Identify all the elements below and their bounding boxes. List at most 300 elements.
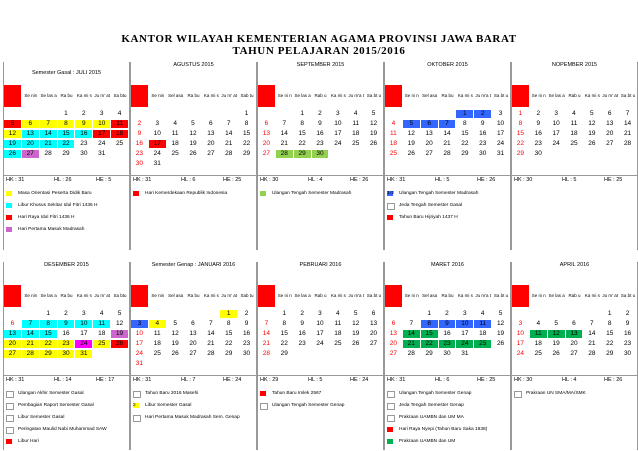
date-cell: 10 (552, 120, 560, 127)
day-header: Ra bu (60, 293, 73, 298)
legend-text: Tahun Baru Imlek 2567 (272, 391, 322, 396)
date-cell: 8 (40, 320, 57, 328)
month-5 (3, 262, 130, 450)
date-cell: 23 (298, 340, 306, 347)
date-cell: 24 (496, 140, 505, 147)
day-header: Se nin (24, 293, 38, 298)
day-header: Ju m' at (602, 293, 619, 298)
date-cell (619, 150, 636, 158)
date-cell: 7 (409, 320, 414, 327)
date-cell: 20 (189, 340, 197, 347)
date-cell (238, 160, 255, 168)
date-cell: 9 (625, 320, 630, 327)
legend-text: Hari Raya Idul Fitri 1436 H (18, 215, 75, 220)
day-header: Sab tu (240, 93, 254, 98)
date-cell: 29 (294, 150, 311, 158)
date-cell: 22 (242, 140, 251, 147)
date-cell: 31 (98, 150, 106, 157)
date-cell: 9 (536, 120, 541, 127)
day-header: Se las a (548, 293, 565, 298)
date-cell: 15 (421, 330, 438, 338)
semester-label: Semester Genap : JANUARI 2016 (151, 262, 236, 268)
date-cell: 10 (75, 320, 92, 328)
legend-text: Jeda Tengah Semester Genap (399, 403, 464, 408)
date-cell: 18 (389, 140, 398, 147)
date-cell: 12 (496, 320, 505, 327)
date-cell: 17 (149, 140, 166, 148)
date-cell: 26 (171, 350, 179, 357)
date-cell: 25 (352, 140, 360, 147)
date-cell (167, 360, 184, 368)
date-cell: 21 (588, 340, 596, 347)
sunday-header (385, 285, 402, 307)
date-cell (93, 350, 110, 358)
date-cell: 17 (93, 130, 110, 138)
date-cell: 27 (425, 150, 433, 157)
date-cell: 16 (62, 330, 70, 337)
date-cell: 17 (316, 330, 324, 337)
date-cell: 16 (316, 130, 324, 137)
legend-swatch (387, 439, 393, 444)
date-cell: 29 (606, 350, 614, 357)
date-cell: 3 (131, 320, 148, 328)
date-cell: 6 (22, 120, 39, 128)
date-cell: 5 (4, 120, 21, 128)
date-cell: 19 (171, 340, 179, 347)
day-header: Se ni n (277, 293, 292, 298)
date-cell: 19 (496, 330, 505, 337)
day-header: Ju m'a t (475, 293, 492, 298)
day-header: Se nin (151, 293, 165, 298)
date-cell: 24 (75, 340, 92, 348)
date-cell: 28 (22, 350, 39, 358)
date-cell: 29 (516, 150, 525, 157)
date-cell (421, 110, 438, 118)
legend-swatch (6, 391, 14, 398)
date-cell (149, 310, 166, 318)
date-cell (202, 110, 219, 118)
date-cell: 1 (427, 310, 431, 317)
month-name: APRIL 2016 (559, 262, 590, 268)
legend-swatch (6, 191, 12, 196)
date-cell: 6 (209, 120, 213, 127)
summary-hl: HL : 4 (308, 177, 323, 183)
date-cell: 30 (58, 350, 75, 358)
summary-hl: HL : 5 (308, 377, 323, 383)
date-cell: 27 (570, 350, 578, 357)
date-cell: 11 (334, 320, 342, 327)
month-name: PEBRUARI 2016 (299, 262, 342, 268)
date-cell (131, 310, 148, 318)
date-cell: 27 (262, 150, 271, 157)
date-cell: 1 (46, 310, 50, 317)
date-cell: 14 (443, 130, 451, 137)
date-cell: 23 (479, 140, 487, 147)
date-cell: 9 (137, 130, 142, 137)
date-cell: 24 (552, 140, 560, 147)
date-cell: 16 (298, 330, 306, 337)
date-cell: 12 (115, 320, 124, 327)
date-cell: 2 (64, 310, 68, 317)
date-cell: 5 (353, 310, 358, 317)
date-cell (548, 150, 565, 158)
date-cell: 17 (334, 130, 342, 137)
month-name: DESEMBER 2015 (44, 262, 89, 268)
date-cell (312, 350, 329, 358)
day-header: Sa bt u (366, 293, 382, 298)
summary-he: HE : 26 (350, 177, 369, 183)
date-cell (149, 110, 166, 118)
date-cell: 5 (191, 120, 195, 127)
date-cell: 25 (153, 350, 161, 357)
day-header: Rab u (314, 293, 327, 298)
day-header: Se nin (151, 93, 165, 98)
date-cell: 19 (4, 140, 21, 148)
date-cell: 8 (421, 320, 438, 328)
summary-hk: HK : 31 (387, 177, 406, 183)
date-cell: 2 (474, 110, 491, 118)
date-cell: 24 (98, 140, 106, 147)
date-cell: 4 (173, 120, 177, 127)
date-cell: 4 (536, 320, 541, 327)
date-cell: 20 (369, 330, 378, 337)
date-cell: 19 (369, 130, 378, 137)
date-cell: 16 (534, 130, 542, 137)
date-cell: 31 (135, 360, 144, 367)
date-cell: 18 (153, 340, 161, 347)
date-cell: 5 (371, 110, 376, 117)
date-cell (4, 310, 21, 318)
date-cell: 30 (623, 350, 632, 357)
date-cell: 16 (135, 140, 144, 147)
date-cell: 13 (566, 330, 583, 338)
date-cell: 19 (588, 130, 596, 137)
divider (131, 175, 256, 176)
date-cell (512, 310, 529, 318)
summary-hk: HK : 30 (260, 177, 279, 183)
date-cell: 6 (391, 320, 396, 327)
date-cell: 13 (22, 130, 39, 138)
date-cell: 31 (75, 350, 92, 358)
date-cell: 1 (607, 310, 612, 317)
day-header: Ka mi s (330, 93, 346, 98)
date-cell: 27 (189, 350, 197, 357)
legend-swatch (387, 391, 395, 398)
date-cell: 22 (298, 140, 306, 147)
month-1 (130, 62, 257, 250)
date-cell (258, 310, 275, 318)
date-cell: 2 (625, 310, 630, 317)
date-cell: 24 (456, 340, 473, 348)
date-cell: 23 (242, 340, 251, 347)
date-cell: 21 (443, 140, 451, 147)
date-cell: 7 (22, 320, 39, 328)
date-cell: 13 (606, 120, 614, 127)
date-cell: 13 (262, 130, 271, 137)
date-cell: 30 (242, 350, 251, 357)
date-cell: 16 (479, 130, 487, 137)
day-header: Se ni n (404, 93, 419, 98)
date-cell: 15 (58, 130, 75, 138)
date-cell: 8 (300, 120, 304, 127)
date-cell: 5 (554, 320, 558, 327)
date-cell: 2 (536, 110, 541, 117)
day-header: Sa bt u (366, 93, 382, 98)
date-cell: 5 (403, 120, 420, 128)
date-cell (294, 350, 311, 358)
date-cell: 11 (352, 120, 360, 127)
date-cell: 7 (439, 120, 456, 128)
date-cell: 28 (623, 140, 632, 147)
day-header: Se las a (40, 93, 57, 98)
date-cell (111, 350, 128, 358)
legend-swatch (387, 415, 395, 422)
date-cell: 8 (518, 120, 523, 127)
date-cell: 17 (461, 330, 469, 337)
date-cell: 13 (207, 130, 215, 137)
date-cell: 25 (534, 350, 542, 357)
date-cell (583, 310, 600, 318)
date-cell: 23 (58, 340, 75, 348)
date-cell: 9 (244, 320, 249, 327)
date-cell: 14 (588, 330, 596, 337)
date-cell: 14 (40, 130, 57, 138)
date-cell (492, 350, 509, 358)
date-cell: 3 (554, 110, 558, 117)
date-cell: 24 (334, 140, 342, 147)
date-cell: 16 (443, 330, 451, 337)
date-cell: 22 (606, 340, 614, 347)
date-cell: 10 (135, 330, 144, 337)
date-cell: 18 (570, 130, 578, 137)
legend-swatch (260, 403, 268, 410)
date-cell: 30 (80, 150, 88, 157)
legend-text: Hari Kemerdekaan Republik Indonesia (145, 191, 228, 196)
date-cell: 25 (474, 340, 491, 348)
legend-text: Prakraan UN SMA/MA/SMK (526, 391, 586, 396)
date-cell: 23 (623, 340, 632, 347)
date-cell: 22 (225, 340, 233, 347)
summary-he: HE : 26 (477, 177, 496, 183)
date-cell: 3 (518, 320, 523, 327)
legend-text: Hari Pertama Masuk Madrasah Sem. Genap (145, 415, 240, 420)
date-cell (111, 150, 128, 158)
date-cell (403, 110, 420, 118)
date-cell: 25 (171, 150, 179, 157)
legend-text: Libur Khusus Sekitar Idul Fitri 1436 H (18, 203, 98, 208)
month-name: NOPEMBER 2015 (551, 62, 598, 68)
legend-number: 2 (133, 403, 136, 408)
date-cell: 29 (40, 350, 57, 358)
legend-swatch (387, 403, 395, 410)
date-cell (329, 150, 346, 158)
date-cell (202, 310, 219, 318)
legend-swatch (133, 415, 141, 422)
month-name: SEPTEMBER 2015 (296, 62, 345, 68)
date-cell: 13 (389, 330, 398, 337)
date-cell: 20 (389, 340, 398, 347)
date-cell: 21 (22, 340, 39, 348)
date-cell: 29 (62, 150, 70, 157)
date-cell: 4 (480, 310, 485, 317)
day-header: Ka mi s (584, 93, 600, 98)
legend-text: Libur Semester Gasal (18, 415, 65, 420)
day-header: Se ni n (531, 293, 546, 298)
date-cell: 1 (300, 110, 304, 117)
day-header: Ju m'a t (475, 93, 492, 98)
summary-he: HE : 24 (350, 377, 369, 383)
date-cell (601, 150, 618, 158)
day-header: Ra bu (441, 293, 454, 298)
month-8 (384, 262, 511, 450)
summary-hk: HK : 30 (514, 377, 533, 383)
date-cell: 14 (280, 130, 288, 137)
semester-label: Semester Gasal : JULI 2015 (31, 70, 102, 76)
date-cell: 27 (22, 150, 39, 158)
day-header: Se las a (40, 293, 57, 298)
month-4 (511, 62, 638, 250)
date-cell: 30 (534, 150, 542, 157)
day-header: Ju m' at (602, 93, 619, 98)
day-header: Rab u (568, 93, 581, 98)
date-cell: 16 (623, 330, 632, 337)
day-header: Se ni n (404, 293, 419, 298)
day-header: Ka mi s (584, 293, 600, 298)
date-cell: 22 (280, 340, 288, 347)
date-cell: 12 (369, 120, 378, 127)
date-cell: 7 (226, 120, 231, 127)
date-cell (185, 160, 202, 168)
date-cell: 23 (316, 140, 324, 147)
date-cell: 17 (552, 130, 560, 137)
day-header: Se nin (24, 93, 38, 98)
date-cell: 18 (171, 140, 179, 147)
date-cell (22, 310, 39, 318)
date-cell: 21 (207, 340, 215, 347)
summary-hk: HK : 31 (133, 177, 152, 183)
legend-swatch (6, 203, 12, 208)
sunday-header (4, 285, 21, 307)
date-cell: 7 (209, 320, 213, 327)
day-header: Ka mi s (330, 293, 346, 298)
date-cell: 26 (588, 140, 596, 147)
date-cell: 15 (516, 130, 525, 137)
date-cell: 20 (262, 140, 271, 147)
date-cell: 22 (461, 140, 469, 147)
date-cell: 26 (369, 140, 378, 147)
date-cell: 30 (312, 150, 329, 158)
date-cell: 25 (334, 340, 342, 347)
date-cell: 28 (443, 150, 451, 157)
date-cell: 12 (548, 330, 565, 338)
date-cell (149, 360, 166, 368)
legend-number: 1-3 (387, 191, 394, 196)
date-cell: 3 (82, 310, 86, 317)
legend-text: Tahun Baru Hijriyah 1437 H (399, 215, 458, 220)
date-cell (185, 360, 202, 368)
legend-swatch (6, 415, 14, 422)
date-cell: 13 (4, 330, 21, 338)
date-cell: 4 (149, 320, 166, 328)
day-header: Rab u (314, 93, 327, 98)
sunday-header (258, 85, 275, 107)
date-cell: 28 (276, 150, 293, 158)
date-cell: 1 (64, 110, 68, 117)
legend-swatch (387, 427, 393, 432)
summary-hl: HL : 26 (54, 177, 72, 183)
date-cell: 8 (226, 320, 231, 327)
date-cell: 11 (570, 120, 578, 127)
date-cell: 12 (171, 330, 179, 337)
date-cell: 27 (207, 150, 215, 157)
date-cell: 11 (93, 320, 110, 328)
legend-swatch (387, 215, 393, 220)
day-header: Se las a (548, 93, 565, 98)
date-cell: 12 (352, 320, 360, 327)
month-6 (130, 262, 257, 450)
date-cell (185, 110, 202, 118)
divider (4, 175, 129, 176)
date-cell: 11 (171, 130, 179, 137)
date-cell: 10 (456, 320, 473, 328)
sunday-header (131, 285, 148, 307)
day-header: Ka mi s (76, 93, 92, 98)
day-header: Se las a (294, 293, 311, 298)
date-cell (276, 110, 293, 118)
date-cell: 18 (334, 330, 342, 337)
date-cell: 4 (572, 110, 576, 117)
day-header: Ra bu (60, 93, 73, 98)
date-cell: 18 (352, 130, 360, 137)
summary-hk: HK : 31 (387, 377, 406, 383)
date-cell: 21 (623, 130, 632, 137)
legend-text: Hari Pertama Masuk Madrasah (18, 227, 85, 232)
date-cell: 9 (75, 120, 92, 128)
month-9 (511, 262, 638, 450)
summary-hk: HK : 30 (514, 177, 533, 183)
day-header: Sel asa (168, 293, 184, 298)
date-cell: 15 (40, 330, 57, 338)
date-cell: 24 (153, 150, 161, 157)
summary-he: HE : 17 (96, 377, 115, 383)
date-cell: 23 (135, 150, 144, 157)
date-cell: 31 (496, 150, 505, 157)
date-cell: 18 (111, 130, 128, 138)
day-header: Ka mi s (76, 293, 92, 298)
month-3 (384, 62, 511, 250)
date-cell: 15 (298, 130, 306, 137)
date-cell: 17 (135, 340, 144, 347)
summary-hl: HL : 5 (562, 177, 577, 183)
date-cell: 7 (264, 320, 269, 327)
summary-hk: HK : 29 (260, 377, 279, 383)
legend-swatch (6, 215, 12, 220)
summary-hk: HK : 31 (6, 377, 25, 383)
date-cell: 28 (262, 350, 271, 357)
date-cell (167, 110, 184, 118)
date-cell (329, 350, 346, 358)
date-cell: 9 (480, 120, 485, 127)
date-cell: 15 (242, 130, 251, 137)
date-cell: 31 (153, 160, 161, 167)
date-cell: 21 (40, 140, 57, 148)
date-cell: 20 (4, 340, 21, 348)
date-cell: 15 (225, 330, 233, 337)
date-cell: 14 (225, 130, 233, 137)
date-cell: 11 (153, 330, 161, 337)
date-cell: 30 (135, 160, 144, 167)
date-cell: 12 (588, 120, 596, 127)
